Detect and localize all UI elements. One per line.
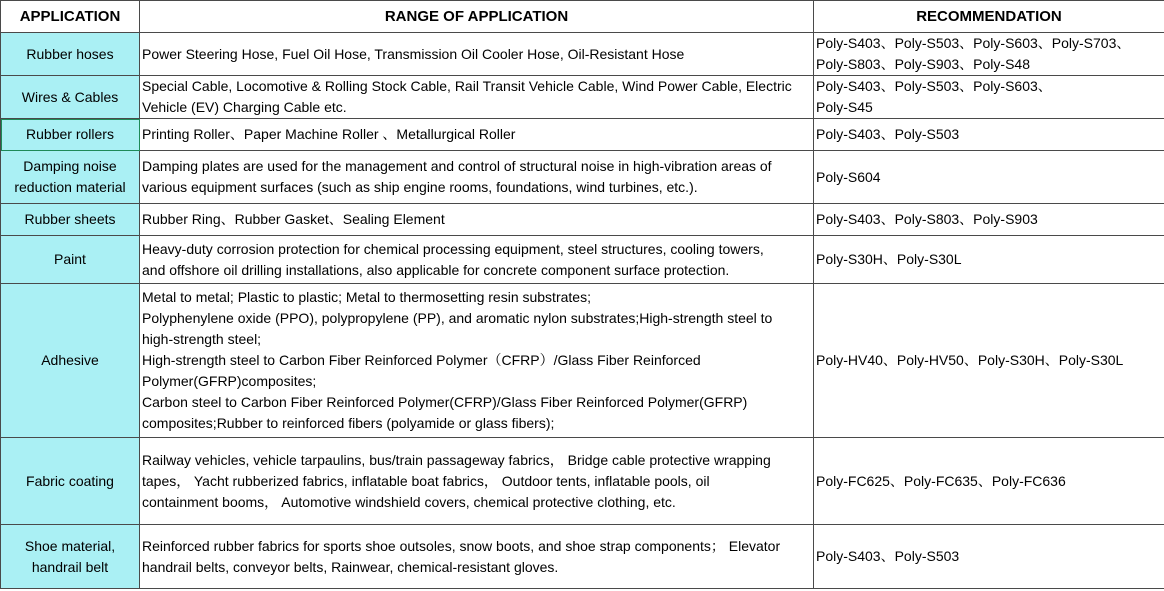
application-cell: Adhesive: [1, 284, 140, 438]
application-cell: Wires & Cables: [1, 76, 140, 119]
recommendation-cell: Poly-S403、Poly-S803、Poly-S903: [814, 204, 1164, 236]
range-cell: Metal to metal; Plastic to plastic; Metal to thermosetting resin substrates; Polyphenylene oxide (PPO), polypropylene (PP), and aromatic nylon substrates;High-strength steel to high-strength steel; High-strength steel to Carbon Fiber Reinforced Polymer（CFRP）/Glass Fiber Reinforced Polymer(GFRP)composites; Carbon steel to Carbon Fiber Reinforced Polymer(CFRP)/Glass Fiber Reinforced Polymer(GFRP) composites;Rubber to reinforced fibers (polyamide or glass fibers);: [140, 284, 814, 438]
recommendation-cell: Poly-S403、Poly-S503、Poly-S603、 Poly-S45: [814, 76, 1164, 119]
header-range: RANGE OF APPLICATION: [140, 1, 814, 33]
recommendation-cell: Poly-FC625、Poly-FC635、Poly-FC636: [814, 438, 1164, 525]
header-row: [1, 1, 1164, 33]
application-cell: Damping noise reduction material: [1, 151, 140, 204]
range-cell: Rubber Ring、Rubber Gasket、Sealing Element: [140, 204, 814, 236]
table-row: [1, 236, 1164, 284]
table-row: [1, 151, 1164, 204]
header-recommendation: RECOMMENDATION: [814, 1, 1164, 33]
application-cell: Rubber rollers: [1, 119, 140, 151]
application-cell: Fabric coating: [1, 438, 140, 525]
application-cell: Rubber hoses: [1, 33, 140, 76]
recommendation-cell: Poly-S30H、Poly-S30L: [814, 236, 1164, 284]
recommendation-cell: Poly-S403、Poly-S503: [814, 119, 1164, 151]
recommendation-cell: Poly-S403、Poly-S503: [814, 525, 1164, 589]
application-cell: Paint: [1, 236, 140, 284]
range-cell: Printing Roller、Paper Machine Roller 、Metallurgical Roller: [140, 119, 814, 151]
table-row: [1, 438, 1164, 525]
header-application: APPLICATION: [1, 1, 140, 33]
range-cell: Special Cable, Locomotive & Rolling Stock Cable, Rail Transit Vehicle Cable, Wind Power Cable, Electric Vehicle (EV) Charging Cable etc.: [140, 76, 814, 119]
recommendation-cell: Poly-S403、Poly-S503、Poly-S603、Poly-S703、 Poly-S803、Poly-S903、Poly-S48: [814, 33, 1164, 76]
range-cell: Heavy-duty corrosion protection for chemical processing equipment, steel structures, cooling towers, and offshore oil drilling installations, also applicable for concrete component surface protection.: [140, 236, 814, 284]
table-row: [1, 204, 1164, 236]
table-row: [1, 33, 1164, 76]
range-cell: Reinforced rubber fabrics for sports shoe outsoles, snow boots, and shoe strap components； Elevator handrail belts, conveyor belts, Rainwear, chemical-resistant gloves.: [140, 525, 814, 589]
recommendation-cell: Poly-HV40、Poly-HV50、Poly-S30H、Poly-S30L: [814, 284, 1164, 438]
range-cell: Damping plates are used for the management and control of structural noise in high-vibration areas of various equipment surfaces (such as ship engine rooms, foundations, wind turbines, etc.).: [140, 151, 814, 204]
range-cell: Power Steering Hose, Fuel Oil Hose, Transmission Oil Cooler Hose, Oil-Resistant Hose: [140, 33, 814, 76]
table-row: [1, 284, 1164, 438]
table-row: [1, 525, 1164, 589]
recommendation-cell: Poly-S604: [814, 151, 1164, 204]
application-cell: Shoe material, handrail belt: [1, 525, 140, 589]
table-row: [1, 76, 1164, 119]
range-cell: Railway vehicles, vehicle tarpaulins, bus/train passageway fabrics， Bridge cable protective wrapping tapes， Yacht rubberized fabrics, inflatable boat fabrics， Outdoor tents, inflatable pools, oil containment booms， Automotive windshield covers, chemical protective clothing, etc.: [140, 438, 814, 525]
application-cell: Rubber sheets: [1, 204, 140, 236]
table-row: [1, 119, 1164, 151]
